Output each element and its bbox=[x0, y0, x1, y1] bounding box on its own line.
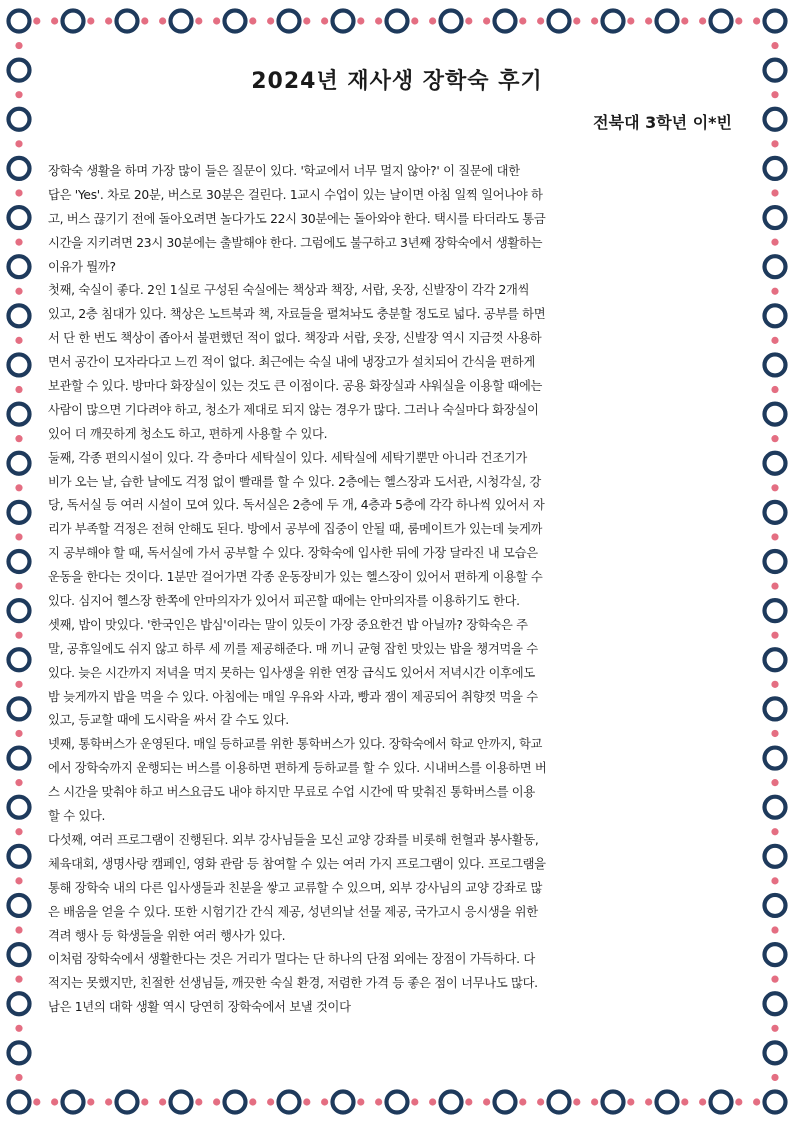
text-line: 통해 장학숙 내의 다른 입사생들과 친분을 쌓고 교류할 수 있으며, 외부 강사님의 교양 강좌로 많 bbox=[48, 880, 543, 895]
pink-dot-icon bbox=[15, 681, 22, 688]
pink-dot-icon bbox=[195, 1098, 202, 1105]
pink-dot-icon bbox=[15, 288, 22, 295]
navy-ring-icon bbox=[171, 1092, 192, 1113]
pink-dot-icon bbox=[537, 1098, 544, 1105]
navy-ring-icon bbox=[711, 11, 732, 32]
pink-dot-icon bbox=[15, 189, 22, 196]
navy-ring-icon bbox=[549, 11, 570, 32]
navy-ring-icon bbox=[9, 256, 30, 277]
pink-dot-icon bbox=[465, 17, 472, 24]
pink-dot-icon bbox=[465, 1098, 472, 1105]
pink-dot-icon bbox=[267, 17, 274, 24]
pink-dot-icon bbox=[771, 386, 778, 393]
pink-dot-icon bbox=[771, 582, 778, 589]
pink-dot-icon bbox=[159, 1098, 166, 1105]
navy-ring-icon bbox=[9, 1092, 30, 1113]
navy-ring-icon bbox=[765, 846, 786, 867]
navy-ring-icon bbox=[765, 698, 786, 719]
text-line: 당, 독서실 등 여러 시설이 모여 있다. 독서실은 2층에 두 개, 4층과 5층에 각각 하나씩 있어서 자 bbox=[48, 498, 545, 513]
text-line: 스 시간을 맞춰야 하고 버스요금도 내야 하지만 무료로 수업 시간에 딱 맞춰진 통학버스를 이용 bbox=[48, 785, 535, 800]
pink-dot-icon bbox=[573, 17, 580, 24]
navy-ring-icon bbox=[765, 11, 786, 32]
pink-dot-icon bbox=[573, 1098, 580, 1105]
pink-dot-icon bbox=[591, 17, 598, 24]
navy-ring-icon bbox=[9, 207, 30, 228]
pink-dot-icon bbox=[249, 1098, 256, 1105]
navy-ring-icon bbox=[495, 11, 516, 32]
navy-ring-icon bbox=[63, 11, 84, 32]
pink-dot-icon bbox=[321, 1098, 328, 1105]
navy-ring-icon bbox=[9, 698, 30, 719]
pink-dot-icon bbox=[33, 1098, 40, 1105]
text-line: 말, 공휴일에도 쉬지 않고 하루 세 끼를 제공해준다. 매 끼니 균형 잡힌 맛있는 밥을 챙겨먹을 수 bbox=[48, 641, 538, 656]
pink-dot-icon bbox=[519, 17, 526, 24]
pink-dot-icon bbox=[87, 1098, 94, 1105]
text-line: 서 단 한 번도 책상이 좁아서 불편했던 적이 없다. 책장과 서랍, 옷장, 신발장 역시 지금껏 사용하 bbox=[48, 331, 542, 346]
text-line: 시간을 지키려면 23시 30분에는 출발해야 한다. 그럼에도 불구하고 3년째 장학숙에서 생활하는 bbox=[48, 235, 543, 250]
document-title: 2024년 재사생 장학숙 후기 bbox=[251, 69, 543, 94]
navy-ring-icon bbox=[9, 846, 30, 867]
text-line: 있어 더 깨끗하게 청소도 하고, 편하게 사용할 수 있다. bbox=[48, 426, 328, 441]
pink-dot-icon bbox=[771, 926, 778, 933]
essay-paragraph bbox=[48, 447, 738, 614]
text-line: 셋째, 밥이 맛있다. '한국인은 밥심'이라는 말이 있듯이 가장 중요한건 밥 아닐까? 장학숙은 주 bbox=[48, 617, 528, 632]
navy-ring-icon bbox=[765, 305, 786, 326]
pink-dot-icon bbox=[771, 288, 778, 295]
pink-dot-icon bbox=[771, 189, 778, 196]
pink-dot-icon bbox=[105, 17, 112, 24]
navy-ring-icon bbox=[63, 1092, 84, 1113]
text-line: 다섯째, 여러 프로그램이 진행된다. 외부 강사님들을 모신 교양 강좌를 비롯해 헌혈과 봉사활동, bbox=[48, 832, 539, 847]
pink-dot-icon bbox=[15, 386, 22, 393]
text-line: 지 공부해야 할 때, 독서실에 가서 공부할 수 있다. 장학숙에 입사한 뒤에 가장 달라진 내 모습은 bbox=[48, 546, 538, 561]
text-line: 면서 공간이 모자라다고 느낀 적이 없다. 최근에는 숙실 내에 냉장고가 설치되어 간식을 편하게 bbox=[48, 355, 535, 370]
pink-dot-icon bbox=[699, 1098, 706, 1105]
pink-dot-icon bbox=[51, 1098, 58, 1105]
text-line: 운동을 한다는 것이다. 1분만 걸어가면 각종 운동장비가 있는 헬스장이 있어서 편하게 이용할 수 bbox=[48, 570, 543, 585]
pink-dot-icon bbox=[753, 1098, 760, 1105]
pink-dot-icon bbox=[753, 17, 760, 24]
navy-ring-icon bbox=[387, 1092, 408, 1113]
text-line: 이유가 뭘까? bbox=[48, 259, 116, 274]
text-line: 에서 장학숙까지 운행되는 버스를 이용하면 편하게 등하교를 할 수 있다. 시내버스를 이용하면 버 bbox=[48, 761, 547, 776]
navy-ring-icon bbox=[9, 109, 30, 130]
text-line: 답은 'Yes'. 차로 20분, 버스로 30분은 걸린다. 1교시 수업이 있는 날이면 아침 일찍 일어나야 하 bbox=[48, 187, 543, 202]
pink-dot-icon bbox=[303, 1098, 310, 1105]
pink-dot-icon bbox=[141, 17, 148, 24]
essay-paragraph bbox=[48, 733, 738, 829]
navy-ring-icon bbox=[225, 11, 246, 32]
pink-dot-icon bbox=[15, 730, 22, 737]
pink-dot-icon bbox=[771, 681, 778, 688]
pink-dot-icon bbox=[771, 877, 778, 884]
text-line: 리가 부족할 걱정은 전혀 안해도 된다. 방에서 공부에 집중이 안될 때, 룸메이트가 있는데 늦게까 bbox=[48, 522, 543, 537]
pink-dot-icon bbox=[15, 779, 22, 786]
pink-dot-icon bbox=[51, 17, 58, 24]
pink-dot-icon bbox=[357, 1098, 364, 1105]
navy-ring-icon bbox=[765, 256, 786, 277]
pink-dot-icon bbox=[429, 17, 436, 24]
pink-dot-icon bbox=[771, 1025, 778, 1032]
navy-ring-icon bbox=[765, 797, 786, 818]
navy-ring-icon bbox=[117, 11, 138, 32]
text-line: 첫째, 숙실이 좋다. 2인 1실로 구성된 숙실에는 책상과 책장, 서랍, 옷장, 신발장이 각각 2개씩 bbox=[48, 283, 530, 298]
text-line: 밤 늦게까지 밥을 먹을 수 있다. 아침에는 매일 우유와 사과, 빵과 잼이 제공되어 취향껏 먹을 수 bbox=[48, 689, 538, 704]
navy-ring-icon bbox=[9, 502, 30, 523]
pink-dot-icon bbox=[483, 1098, 490, 1105]
navy-ring-icon bbox=[9, 11, 30, 32]
pink-dot-icon bbox=[411, 17, 418, 24]
text-line: 할 수 있다. bbox=[48, 809, 106, 824]
pink-dot-icon bbox=[411, 1098, 418, 1105]
navy-ring-icon bbox=[333, 1092, 354, 1113]
text-line: 사람이 많으면 기다려야 하고, 청소가 제대로 되지 않는 경우가 많다. 그러나 숙실마다 화장실이 bbox=[48, 402, 539, 417]
navy-ring-icon bbox=[279, 11, 300, 32]
navy-ring-icon bbox=[603, 11, 624, 32]
pink-dot-icon bbox=[735, 1098, 742, 1105]
pink-dot-icon bbox=[15, 1025, 22, 1032]
navy-ring-icon bbox=[765, 207, 786, 228]
pink-dot-icon bbox=[15, 1074, 22, 1081]
pink-dot-icon bbox=[357, 17, 364, 24]
pink-dot-icon bbox=[645, 17, 652, 24]
text-line: 있다. 심지어 헬스장 한쪽에 안마의자가 있어서 피곤할 때에는 안마의자를 이용하기도 한다. bbox=[48, 594, 520, 609]
navy-ring-icon bbox=[765, 649, 786, 670]
pink-dot-icon bbox=[87, 17, 94, 24]
pink-dot-icon bbox=[15, 582, 22, 589]
text-line: 있고, 2층 침대가 있다. 책상은 노트북과 책, 자료들을 펼쳐놔도 충분할 정도로 넓다. 공부를 하면 bbox=[48, 307, 546, 322]
text-line: 고, 버스 끊기기 전에 돌아오려면 놀다가도 22시 30분에는 돌아와야 한다. 택시를 타더라도 통금 bbox=[48, 211, 546, 226]
pink-dot-icon bbox=[591, 1098, 598, 1105]
pink-dot-icon bbox=[771, 484, 778, 491]
pink-dot-icon bbox=[645, 1098, 652, 1105]
pink-dot-icon bbox=[267, 1098, 274, 1105]
pink-dot-icon bbox=[213, 1098, 220, 1105]
pink-dot-icon bbox=[15, 828, 22, 835]
pink-dot-icon bbox=[303, 17, 310, 24]
navy-ring-icon bbox=[765, 944, 786, 965]
navy-ring-icon bbox=[765, 404, 786, 425]
pink-dot-icon bbox=[15, 435, 22, 442]
navy-ring-icon bbox=[387, 11, 408, 32]
navy-ring-icon bbox=[9, 1042, 30, 1063]
text-line: 체육대회, 생명사랑 캠페인, 영화 관람 등 참여할 수 있는 여러 가지 프로그램이 있다. 프로그램을 bbox=[48, 856, 546, 871]
navy-ring-icon bbox=[603, 1092, 624, 1113]
navy-ring-icon bbox=[9, 993, 30, 1014]
navy-ring-icon bbox=[9, 404, 30, 425]
text-line: 둘째, 각종 편의시설이 있다. 각 층마다 세탁실이 있다. 세탁실에 세탁기뿐만 아니라 건조기가 bbox=[48, 450, 527, 465]
navy-ring-icon bbox=[225, 1092, 246, 1113]
navy-ring-icon bbox=[9, 797, 30, 818]
pink-dot-icon bbox=[771, 42, 778, 49]
author-line: 전북대 3학년 이*빈 bbox=[593, 113, 732, 132]
navy-ring-icon bbox=[765, 895, 786, 916]
navy-ring-icon bbox=[765, 1092, 786, 1113]
text-line: 있고, 등교할 때에 도시락을 싸서 갈 수도 있다. bbox=[48, 713, 289, 728]
text-line: 은 배움을 얻을 수 있다. 또한 시험기간 간식 제공, 성년의날 선물 제공, 국가고시 응시생을 위한 bbox=[48, 904, 538, 919]
navy-ring-icon bbox=[441, 11, 462, 32]
text-line: 넷째, 통학버스가 운영된다. 매일 등하교를 위한 통학버스가 있다. 장학숙에서 학교 안까지, 학교 bbox=[48, 737, 543, 752]
navy-ring-icon bbox=[9, 305, 30, 326]
pink-dot-icon bbox=[15, 877, 22, 884]
text-line: 보관할 수 있다. 방마다 화장실이 있는 것도 큰 이점이다. 공용 화장실과 샤워실을 이용할 때에는 bbox=[48, 379, 543, 394]
navy-ring-icon bbox=[549, 1092, 570, 1113]
navy-ring-icon bbox=[765, 354, 786, 375]
pink-dot-icon bbox=[681, 1098, 688, 1105]
navy-ring-icon bbox=[657, 11, 678, 32]
text-line: 이처럼 장학숙에서 생활한다는 것은 거리가 멀다는 단 하나의 단점 외에는 장점이 가득하다. 다 bbox=[48, 952, 535, 967]
pink-dot-icon bbox=[699, 17, 706, 24]
pink-dot-icon bbox=[375, 1098, 382, 1105]
navy-ring-icon bbox=[765, 453, 786, 474]
navy-ring-icon bbox=[711, 1092, 732, 1113]
navy-ring-icon bbox=[9, 600, 30, 621]
navy-ring-icon bbox=[765, 1042, 786, 1063]
navy-ring-icon bbox=[765, 551, 786, 572]
text-line: 있다. 늦은 시간까지 저녁을 먹지 못하는 입사생을 위한 연장 급식도 있어서 저녁시간 이후에도 bbox=[48, 665, 535, 680]
pink-dot-icon bbox=[537, 17, 544, 24]
navy-ring-icon bbox=[9, 453, 30, 474]
pink-dot-icon bbox=[771, 730, 778, 737]
pink-dot-icon bbox=[771, 632, 778, 639]
pink-dot-icon bbox=[105, 1098, 112, 1105]
navy-ring-icon bbox=[9, 158, 30, 179]
pink-dot-icon bbox=[213, 17, 220, 24]
navy-ring-icon bbox=[657, 1092, 678, 1113]
pink-dot-icon bbox=[519, 1098, 526, 1105]
essay-body bbox=[48, 160, 738, 1020]
navy-ring-icon bbox=[765, 158, 786, 179]
pink-dot-icon bbox=[15, 632, 22, 639]
pink-dot-icon bbox=[771, 239, 778, 246]
navy-ring-icon bbox=[9, 748, 30, 769]
essay-paragraph bbox=[48, 160, 738, 279]
essay-paragraph bbox=[48, 614, 738, 733]
pink-dot-icon bbox=[771, 779, 778, 786]
navy-ring-icon bbox=[765, 993, 786, 1014]
pink-dot-icon bbox=[15, 533, 22, 540]
pink-dot-icon bbox=[771, 533, 778, 540]
pink-dot-icon bbox=[627, 17, 634, 24]
navy-ring-icon bbox=[279, 1092, 300, 1113]
pink-dot-icon bbox=[15, 337, 22, 344]
navy-ring-icon bbox=[765, 109, 786, 130]
pink-dot-icon bbox=[771, 1074, 778, 1081]
pink-dot-icon bbox=[15, 926, 22, 933]
pink-dot-icon bbox=[771, 337, 778, 344]
pink-dot-icon bbox=[33, 17, 40, 24]
pink-dot-icon bbox=[771, 828, 778, 835]
essay-paragraph bbox=[48, 829, 738, 948]
pink-dot-icon bbox=[627, 1098, 634, 1105]
pink-dot-icon bbox=[15, 140, 22, 147]
pink-dot-icon bbox=[15, 976, 22, 983]
navy-ring-icon bbox=[9, 895, 30, 916]
pink-dot-icon bbox=[15, 484, 22, 491]
pink-dot-icon bbox=[15, 239, 22, 246]
pink-dot-icon bbox=[771, 976, 778, 983]
text-line: 비가 오는 날, 습한 날에도 걱정 없이 빨래를 할 수 있다. 2층에는 헬스장과 도서관, 시청각실, 강 bbox=[48, 474, 541, 489]
navy-ring-icon bbox=[117, 1092, 138, 1113]
navy-ring-icon bbox=[9, 551, 30, 572]
navy-ring-icon bbox=[765, 748, 786, 769]
pink-dot-icon bbox=[375, 17, 382, 24]
navy-ring-icon bbox=[441, 1092, 462, 1113]
navy-ring-icon bbox=[765, 502, 786, 523]
navy-ring-icon bbox=[765, 600, 786, 621]
navy-ring-icon bbox=[9, 649, 30, 670]
navy-ring-icon bbox=[333, 11, 354, 32]
pink-dot-icon bbox=[321, 17, 328, 24]
navy-ring-icon bbox=[495, 1092, 516, 1113]
text-line: 장학숙 생활을 하며 가장 많이 들은 질문이 있다. '학교에서 너무 멀지 않아?' 이 질문에 대한 bbox=[48, 164, 520, 178]
pink-dot-icon bbox=[771, 140, 778, 147]
pink-dot-icon bbox=[483, 17, 490, 24]
pink-dot-icon bbox=[195, 17, 202, 24]
pink-dot-icon bbox=[681, 17, 688, 24]
pink-dot-icon bbox=[141, 1098, 148, 1105]
navy-ring-icon bbox=[171, 11, 192, 32]
text-line: 남은 1년의 대학 생활 역시 당연히 장학숙에서 보낼 것이다 bbox=[48, 1000, 351, 1015]
text-line: 격려 행사 등 학생들을 위한 여러 행사가 있다. bbox=[48, 928, 286, 943]
essay-paragraph bbox=[48, 279, 738, 446]
pink-dot-icon bbox=[15, 42, 22, 49]
pink-dot-icon bbox=[429, 1098, 436, 1105]
pink-dot-icon bbox=[771, 435, 778, 442]
pink-dot-icon bbox=[735, 17, 742, 24]
pink-dot-icon bbox=[249, 17, 256, 24]
navy-ring-icon bbox=[9, 944, 30, 965]
pink-dot-icon bbox=[159, 17, 166, 24]
navy-ring-icon bbox=[9, 354, 30, 375]
essay-paragraph bbox=[48, 948, 738, 1020]
text-line: 적지는 못했지만, 친절한 선생님들, 깨끗한 숙실 환경, 저렴한 가격 등 좋은 점이 너무나도 많다. bbox=[48, 976, 538, 991]
